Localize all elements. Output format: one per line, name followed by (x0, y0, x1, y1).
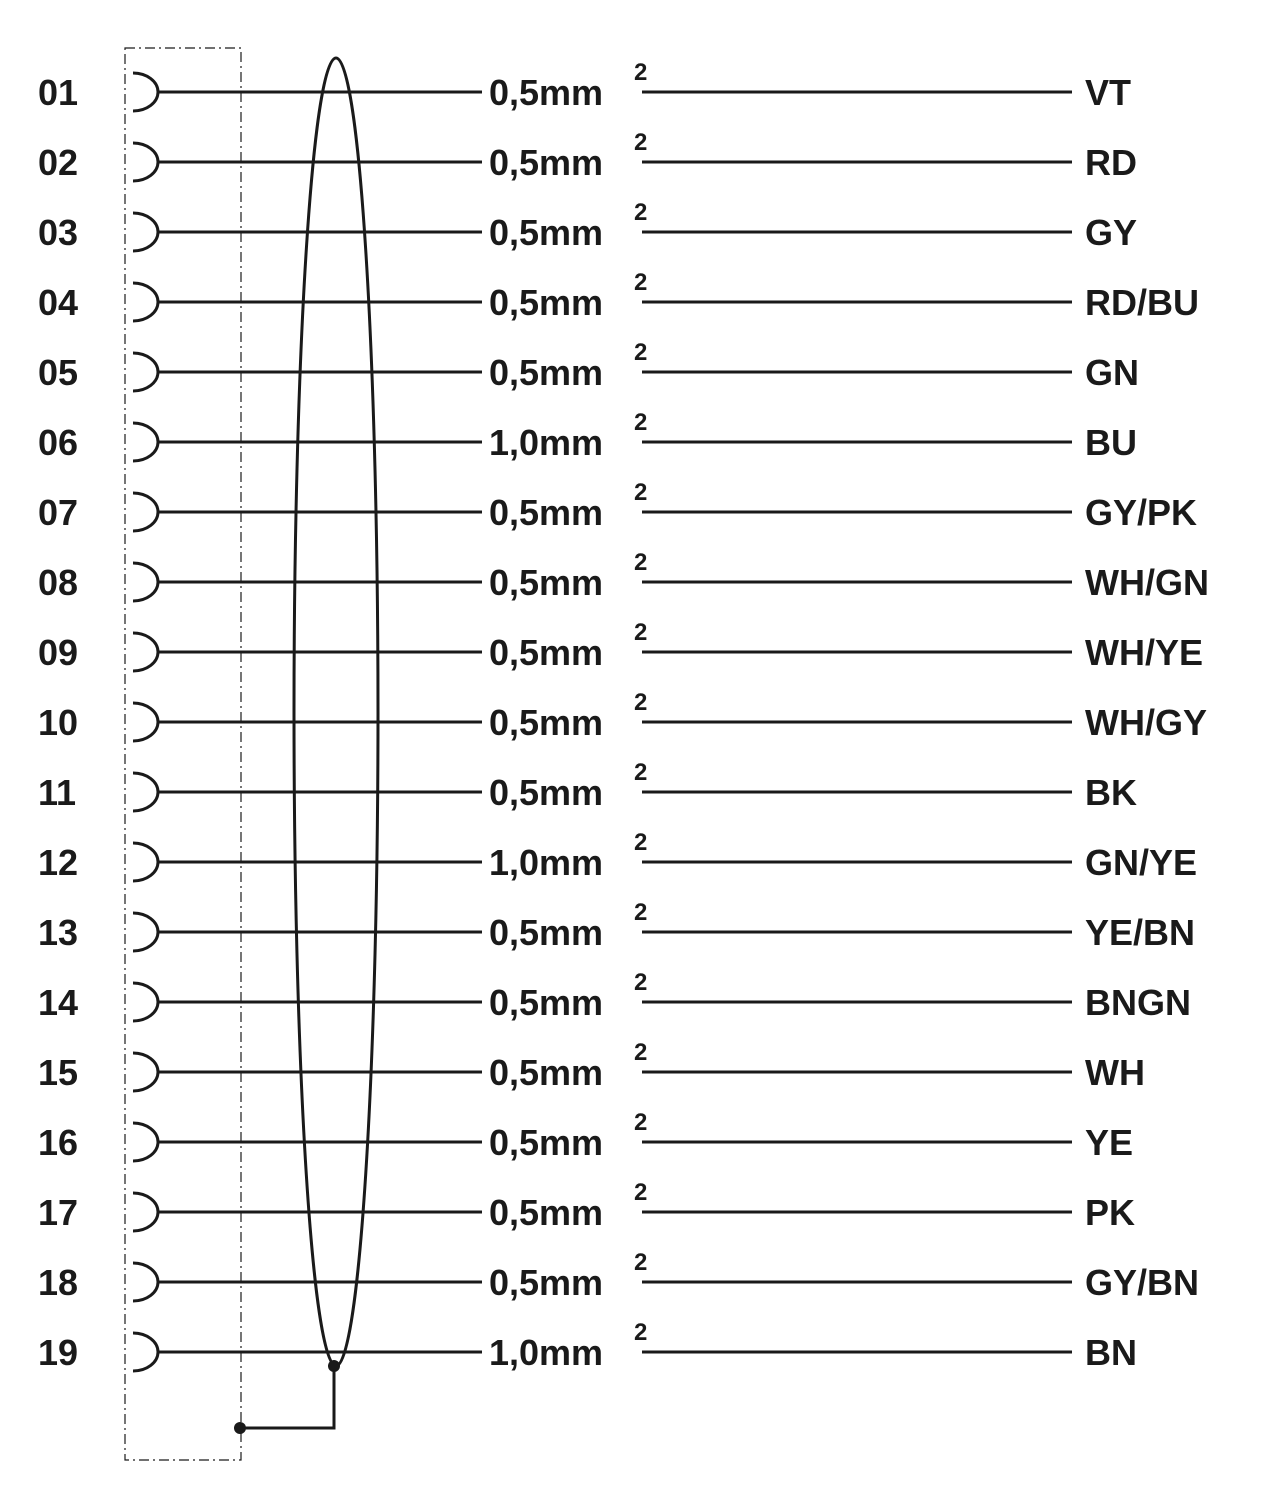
socket-contact-icon (133, 843, 158, 881)
socket-contact-icon (133, 983, 158, 1021)
wire-row (38, 1249, 1199, 1303)
wire-row (38, 1179, 1135, 1233)
wire-row (38, 339, 1139, 393)
cross-section-superscript: 2 (634, 409, 648, 436)
wire-cross-section: 0,5mm (489, 72, 604, 113)
housing-ground-dot (234, 1422, 246, 1434)
socket-contact-icon (133, 213, 158, 251)
pin-number: 10 (38, 702, 79, 743)
wire-cross-section: 0,5mm (489, 772, 604, 813)
pin-number: 11 (38, 772, 77, 813)
socket-contact-icon (133, 1193, 158, 1231)
wire-row (38, 829, 1197, 883)
pin-number: 07 (38, 492, 79, 533)
pin-number: 19 (38, 1332, 79, 1373)
cross-section-superscript: 2 (634, 1109, 648, 1136)
socket-contact-icon (133, 1123, 158, 1161)
socket-contact-icon (133, 773, 158, 811)
pin-number: 08 (38, 562, 79, 603)
pin-number: 13 (38, 912, 79, 953)
cross-section-superscript: 2 (634, 199, 648, 226)
wire-color-code: RD (1085, 142, 1137, 183)
wire-color-code: VT (1085, 72, 1132, 113)
cross-section-superscript: 2 (634, 689, 648, 716)
wire-color-code: WH/GY (1085, 702, 1207, 743)
wire-cross-section: 0,5mm (489, 282, 604, 323)
wire-color-code: YE (1085, 1122, 1134, 1163)
wire-cross-section: 0,5mm (489, 1262, 604, 1303)
wire-row (38, 549, 1209, 603)
wire-cross-section: 1,0mm (489, 1332, 604, 1373)
wire-cross-section: 0,5mm (489, 1192, 604, 1233)
wire-color-code: GN/YE (1085, 842, 1198, 883)
cross-section-superscript: 2 (634, 479, 648, 506)
wire-color-code: RD/BU (1085, 282, 1199, 323)
wire-cross-section: 1,0mm (489, 422, 604, 463)
wire-color-code: WH/GN (1085, 562, 1209, 603)
pin-number: 02 (38, 142, 79, 183)
wire-cross-section: 0,5mm (489, 1122, 604, 1163)
wire-row (38, 199, 1137, 253)
socket-contact-icon (133, 633, 158, 671)
cross-section-superscript: 2 (634, 339, 648, 366)
wire-row (38, 269, 1199, 323)
cross-section-superscript: 2 (634, 129, 648, 156)
wire-color-code: BU (1085, 422, 1137, 463)
wire-cross-section: 0,5mm (489, 352, 604, 393)
cross-section-superscript: 2 (634, 619, 648, 646)
pin-number: 06 (38, 422, 79, 463)
wire-cross-section: 0,5mm (489, 912, 604, 953)
connector-housing (125, 48, 241, 1460)
wire-color-code: YE/BN (1085, 912, 1196, 953)
wire-cross-section: 0,5mm (489, 212, 604, 253)
wire-row (38, 969, 1191, 1023)
wire-cross-section: 0,5mm (489, 142, 604, 183)
cross-section-superscript: 2 (634, 829, 648, 856)
socket-contact-icon (133, 703, 158, 741)
wire-color-code: GY (1085, 212, 1138, 253)
wire-cross-section: 1,0mm (489, 842, 604, 883)
wire-row (38, 1319, 1137, 1373)
cross-section-superscript: 2 (634, 1179, 648, 1206)
wire-row (38, 1109, 1133, 1163)
wire-color-code: GY/BN (1085, 1262, 1200, 1303)
wire-row (38, 759, 1137, 813)
pin-number: 14 (38, 982, 79, 1023)
wire-cross-section: 0,5mm (489, 562, 604, 603)
socket-contact-icon (133, 73, 158, 111)
cross-section-superscript: 2 (634, 1319, 648, 1346)
socket-contact-icon (133, 353, 158, 391)
wire-row (38, 479, 1197, 533)
wire-color-code: WH (1085, 1052, 1145, 1093)
wire-color-code: BNGN (1085, 982, 1191, 1023)
cross-section-superscript: 2 (634, 759, 648, 786)
cross-section-superscript: 2 (634, 899, 648, 926)
wire-cross-section: 0,5mm (489, 632, 604, 673)
wire-color-code: BK (1085, 772, 1137, 813)
wire-row (38, 1039, 1145, 1093)
wire-cross-section: 0,5mm (489, 982, 604, 1023)
wire-cross-section: 0,5mm (489, 702, 604, 743)
wire-row (38, 619, 1203, 673)
cross-section-superscript: 2 (634, 549, 648, 576)
socket-contact-icon (133, 563, 158, 601)
shield-drain-wire (240, 1366, 334, 1428)
pin-number: 03 (38, 212, 79, 253)
wire-color-code: PK (1085, 1192, 1136, 1233)
cross-section-superscript: 2 (634, 269, 648, 296)
pin-number: 12 (38, 842, 79, 883)
wire-row (38, 129, 1137, 183)
socket-contact-icon (133, 1333, 158, 1371)
cross-section-superscript: 2 (634, 1249, 648, 1276)
socket-contact-icon (133, 493, 158, 531)
wire-row (38, 409, 1137, 463)
pin-number: 17 (38, 1192, 79, 1233)
pin-number: 15 (38, 1052, 79, 1093)
cross-section-superscript: 2 (634, 59, 648, 86)
socket-contact-icon (133, 913, 158, 951)
socket-contact-icon (133, 1263, 158, 1301)
wire-cross-section: 0,5mm (489, 492, 604, 533)
shield-junction-dot (328, 1360, 340, 1372)
wire-rows (38, 59, 1209, 1373)
wire-color-code: BN (1085, 1332, 1137, 1373)
wire-color-code: GN (1085, 352, 1139, 393)
socket-contact-icon (133, 423, 158, 461)
cross-section-superscript: 2 (634, 969, 648, 996)
wire-color-code: GY/PK (1085, 492, 1198, 533)
wire-row (38, 59, 1131, 113)
socket-contact-icon (133, 143, 158, 181)
wire-row (38, 689, 1207, 743)
pin-number: 09 (38, 632, 79, 673)
pin-number: 18 (38, 1262, 79, 1303)
pin-number: 16 (38, 1122, 79, 1163)
cross-section-superscript: 2 (634, 1039, 648, 1066)
pin-number: 04 (38, 282, 79, 323)
wire-color-code: WH/YE (1085, 632, 1204, 673)
socket-contact-icon (133, 283, 158, 321)
socket-contact-icon (133, 1053, 158, 1091)
pin-number: 01 (38, 72, 79, 113)
cable-shield (294, 58, 378, 1366)
wire-cross-section: 0,5mm (489, 1052, 604, 1093)
pin-number: 05 (38, 352, 79, 393)
wire-row (38, 899, 1195, 953)
